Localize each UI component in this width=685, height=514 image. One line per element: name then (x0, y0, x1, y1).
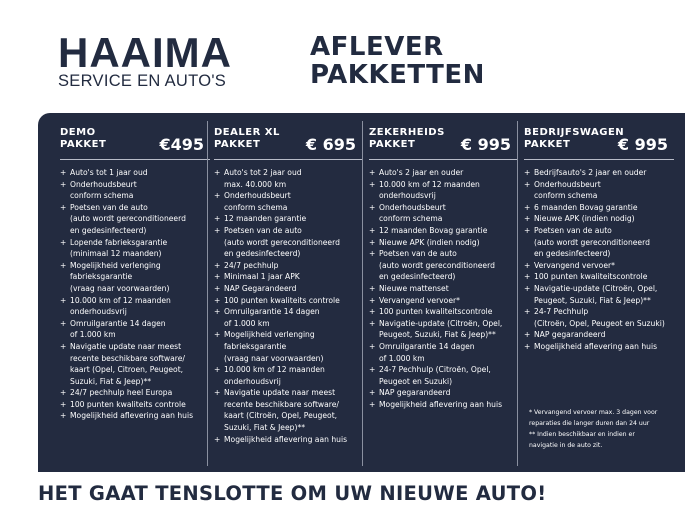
footnote: * Vervangend vervoer max. 3 dagen voor reparaties die langer duren dan 24 uur (529, 409, 658, 427)
feature-item: + Poetsen van de auto (auto wordt gereconditioneerd en gedesinfecteerd) (214, 225, 362, 260)
packages-panel (38, 113, 685, 472)
feature-item: + NAP Gegarandeerd (214, 283, 362, 295)
feature-item: + 12 maanden Bovag garantie (369, 225, 517, 237)
feature-list (214, 167, 362, 445)
feature-item: + Omruilgarantie 14 dagen of 1.000 km (214, 306, 362, 329)
feature-item: + Omruilgarantie 14 dagen of 1.000 km (60, 318, 210, 341)
logo-sub: SERVICE EN AUTO'S (58, 72, 227, 90)
feature-item: + Auto's tot 1 jaar oud (60, 167, 210, 179)
package-price: €495 (159, 135, 204, 154)
feature-item: + Mogelijkheid verlenging fabrieksgarantie (vraag naar voorwaarden) (214, 329, 362, 364)
page-title: AFLEVER PAKKETTEN (310, 32, 485, 90)
package-price: € 995 (460, 135, 511, 154)
feature-item: + Mogelijkheid aflevering aan huis (369, 399, 517, 411)
footnotes (529, 407, 657, 451)
feature-list (524, 167, 674, 353)
feature-item: + Auto's 2 jaar en ouder (369, 167, 517, 179)
feature-item: + Lopende fabrieksgarantie (minimaal 12 maanden) (60, 237, 210, 260)
logo (58, 29, 232, 90)
feature-item: + Nieuwe APK (indien nodig) (524, 213, 674, 225)
feature-list (369, 167, 517, 410)
feature-item: + 12 maanden garantie (214, 213, 362, 225)
feature-item: + Vervangend vervoer* (524, 260, 674, 272)
feature-item: + Navigatie update naar meest recente beschikbare software/ kaart (Citroën, Opel, Peugeot, Suzuki, Fiat & Jeep)** (214, 387, 362, 433)
feature-item: + Navigatie-update (Citroën, Opel, Peugeot, Suzuki, Fiat & Jeep)** (524, 283, 674, 306)
package-bedrijfswagen (524, 127, 674, 462)
feature-item: + Bedrijfsauto's 2 jaar en ouder (524, 167, 674, 179)
feature-item: + Nieuwe APK (indien nodig) (369, 237, 517, 249)
package-title: DEMO PAKKET (60, 127, 107, 150)
feature-item: + 24-7 Pechhulp (Citroën, Opel, Peugeot en Suzuki) (369, 364, 517, 387)
feature-item: + Navigatie update naar meest recente beschikbare software/ kaart (Opel, Citroen, Peugeot, Suzuki, Fiat & Jeep)** (60, 341, 210, 387)
feature-item: + Mogelijkheid aflevering aan huis (60, 410, 210, 422)
package-title: BEDRIJFSWAGEN PAKKET (524, 127, 625, 150)
package-title: ZEKERHEIDS PAKKET (369, 127, 445, 150)
feature-item: + 100 punten kwaliteitscontrole (524, 271, 674, 283)
feature-list (60, 167, 210, 422)
feature-item: + 100 punten kwaliteits controle (60, 399, 210, 411)
feature-item: + Vervangend vervoer* (369, 295, 517, 307)
feature-item: + 10.000 km of 12 maanden onderhoudsvrij (214, 364, 362, 387)
feature-item: + 10.000 km of 12 maanden onderhoudsvrij (369, 179, 517, 202)
feature-item: + 10.000 km of 12 maanden onderhoudsvrij (60, 295, 210, 318)
package-price: € 695 (305, 135, 356, 154)
feature-item: + 24-7 Pechhulp (Citroën, Opel, Peugeot en Suzuki) (524, 306, 674, 329)
column-divider (362, 121, 363, 466)
feature-item: + Mogelijkheid aflevering aan huis (524, 341, 674, 353)
feature-item: + NAP gegarandeerd (524, 329, 674, 341)
package-dealer-xl (214, 127, 362, 462)
package-header (60, 127, 210, 160)
package-demo (60, 127, 210, 462)
feature-item: + 24/7 pechhulp heel Europa (60, 387, 210, 399)
package-header (369, 127, 517, 160)
package-title: DEALER XL PAKKET (214, 127, 280, 150)
feature-item: + Minimaal 1 jaar APK (214, 271, 362, 283)
feature-item: + Onderhoudsbeurt conform schema (524, 179, 674, 202)
column-divider (517, 121, 518, 466)
feature-item: + 100 punten kwaliteits controle (214, 295, 362, 307)
feature-item: + Navigatie-update (Citroën, Opel, Peugeot, Suzuki, Fiat & Jeep)** (369, 318, 517, 341)
footnote: ** Indien beschikbaar en indien er navigatie in de auto zit. (529, 431, 635, 449)
feature-item: + Poetsen van de auto (auto wordt gereconditioneerd en gedesinfecteerd) (524, 225, 674, 260)
feature-item: + Onderhoudsbeurt conform schema (214, 190, 362, 213)
package-header (214, 127, 362, 160)
feature-item: + Poetsen van de auto (auto wordt gereconditioneerd en gedesinfecteerd) (369, 248, 517, 283)
logo-main: HAAIMA (58, 29, 232, 76)
feature-item: + Mogelijkheid verlenging fabrieksgarantie (vraag naar voorwaarden) (60, 260, 210, 295)
column-divider (207, 121, 208, 466)
feature-item: + Onderhoudsbeurt conform schema (369, 202, 517, 225)
feature-item: + Poetsen van de auto (auto wordt gereconditioneerd en gedesinfecteerd) (60, 202, 210, 237)
package-price: € 995 (617, 135, 668, 154)
feature-item: + 24/7 pechhulp (214, 260, 362, 272)
package-zekerheids (369, 127, 517, 462)
feature-item: + 100 punten kwaliteitscontrole (369, 306, 517, 318)
feature-item: + Omruilgarantie 14 dagen of 1.000 km (369, 341, 517, 364)
feature-item: + Onderhoudsbeurt conform schema (60, 179, 210, 202)
feature-item: + NAP gegarandeerd (369, 387, 517, 399)
package-header (524, 127, 674, 160)
feature-item: + Nieuwe mattenset (369, 283, 517, 295)
feature-item: + 6 maanden Bovag garantie (524, 202, 674, 214)
tagline: HET GAAT TENSLOTTE OM UW NIEUWE AUTO! (38, 482, 547, 505)
feature-item: + Auto's tot 2 jaar oud max. 40.000 km (214, 167, 362, 190)
feature-item: + Mogelijkheid aflevering aan huis (214, 434, 362, 446)
